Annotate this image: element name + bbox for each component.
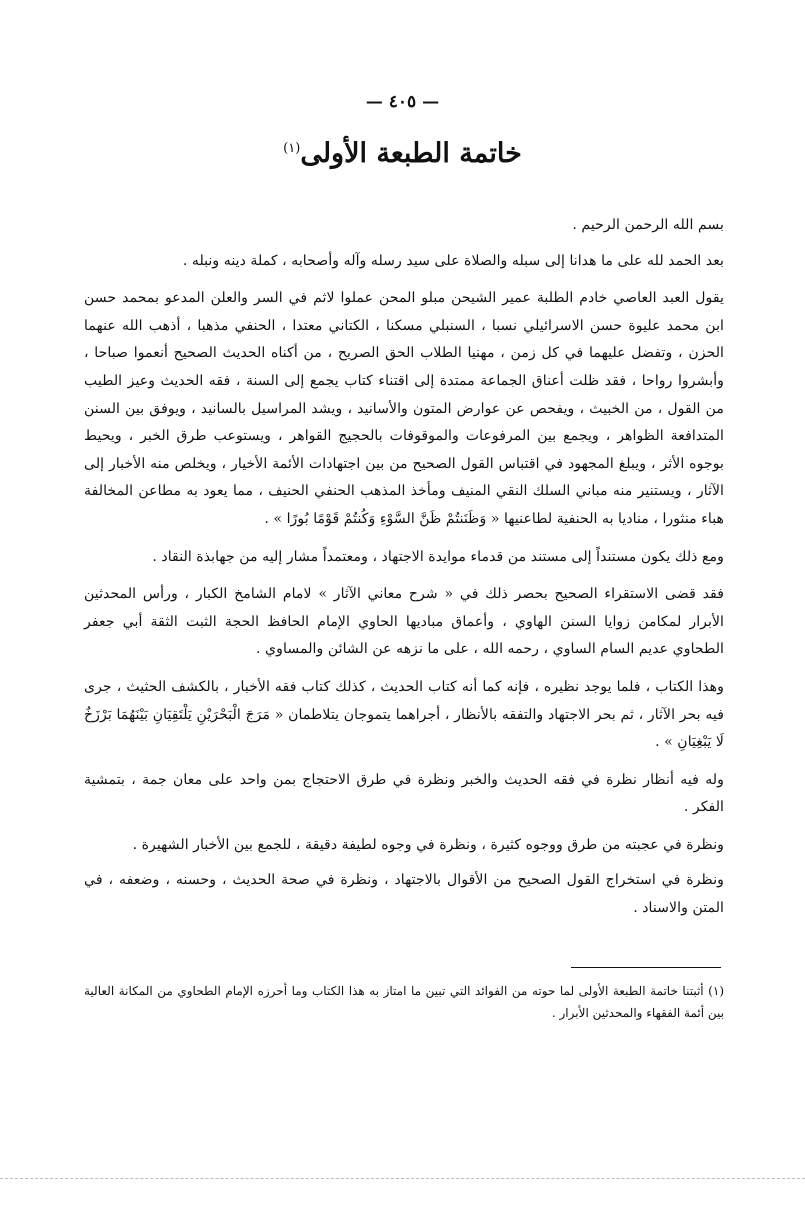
page-title [0,138,805,169]
paragraph: فقد قضى الاستقراء الصحيح بحصر ذلك في « شرح معاني الآثار » لامام الشامخ الكبار ، ورأس المحدثين الأبرار لمكامن زوايا السنن الهاوي ، وأعماق مباديها الحاوي الإمام الحافظ الحجة الثبت الثقة أبي جعفر الطحاوي عديم السام الساوي ، رحمه الله ، على ما نزهه عن الشائن والمساوي . [84,586,724,658]
title-footnote-marker: (١) [283,141,301,156]
paragraph: وهذا الكتاب ، فلما يوجد نظيره ، فإنه كما أنه كتاب الحديث ، كذلك كتاب فقه الأخبار ، بالكشف الحثيث ، جرى فيه بحر الآثار ، ثم بحر الاجتهاد والتفقه بالأنظار ، أجراهما يتموجان يتلاطمان « مَرَجَ الْبَحْرَيْنِ يَلْتَقِيَانِ بَيْنَهُمَا بَرْزَخٌ لَا يَبْغِيَانِ » . [84,678,724,751]
paragraph: يقول العبد العاصي خادم الطلبة عمير الشيحن مبلو المحن عملوا لاثم في السر والعلن المدعو بمحمد حسن ابن محمد عليوة حسن الاسرائيلي نسبا ، السنبلي مسكنا ، الكتاني معتدا ، الحنفي مذهبا ، أذهب الله عنهما الحزن ، وتفضل عليهما في كل زمن ، مهنيا الطلاب الحق الصريح ، من أكناه الحديث الصحيح أنعموا صباحا ، وأبشروا رواحا ، فقد ظلت أعناق الجماعة ممتدة إلى اقتناء كتاب يجمع إلى السنة ، فقه الحديث وعيز الطيب من القول ، من الخبيث ، ويفحص عن عوارض المتون والأسانيد ، ويشد المراسيل بالسانيد ، ويوفق بين السنن المتدافعة الظواهر ، ويجمع بين المرفوعات والموقوفات بالحجيج القواهر ، ويستوعب طرق الخبر ، ويحيط بوجوه الأثر ، ويبلغ المجهود في اقتباس القول الصحيح من بين اجتهادات الأئمة الأخيار ، ويخلص منه الأخبار إلى الآثار ، ويستنير منه مباني السلك النقي المنيف ومأخذ المذهب الحنفي الحنيف ، مما يعود به مطاعن المخالفة هباء منثورا ، مناديا به الحنفية لطاعنيها « وَظَنَنتُمْ ظَنَّ السَّوْءِ وَكُنتُمْ قَوْمًا بُورًا » . [84,290,724,527]
paragraph: بعد الحمد لله على ما هدانا إلى سبله والصلاة على سيد رسله وآله وأصحابه ، كملة دينه ونبله . [182,252,724,269]
body-text [84,212,724,931]
paragraph: ونظرة في استخراج القول الصحيح من الأقوال بالاجتهاد ، ونظرة في صحة الحديث ، وحسنه ، وضعفه ، في المتن والاسناد . [84,872,724,917]
scan-edge-divider [0,1178,805,1179]
page-number: — ٤٠٥ — [365,92,440,112]
paragraph-basmala: بسم الله الرحمن الرحيم . [572,217,724,233]
paragraph: وله فيه أنظار نظرة في فقه الحديث والخبر ونظرة في طرق الاحتجاج بمن واحد على معان جمة ، بتمشية الفكر . [84,771,724,816]
footnote-divider [571,967,721,968]
title-text: خاتمة الطبعة الأولى [300,138,522,169]
paragraph: ونظرة في عجبته من طرق ووجوه كثيرة ، ونظرة في وجوه لطيفة دقيقة ، للجمع بين الأخبار الشهيرة . [132,836,724,853]
footnote: (١) أثبتنا خاتمة الطبعة الأولى لما حوته من الفوائد التي تبين ما امتاز به هذا الكتاب وما أحرزه الإمام الطحاوي من المكانة العالية بين أئمة الفقهاء والمحدثين الأبرار . [84,984,724,1020]
paragraph: ومع ذلك يكون مستنداً إلى مستند من قدماء موايدة الاجتهاد ، ومعتمداً مشار إليه من جهابذة النقاد . [152,548,724,565]
